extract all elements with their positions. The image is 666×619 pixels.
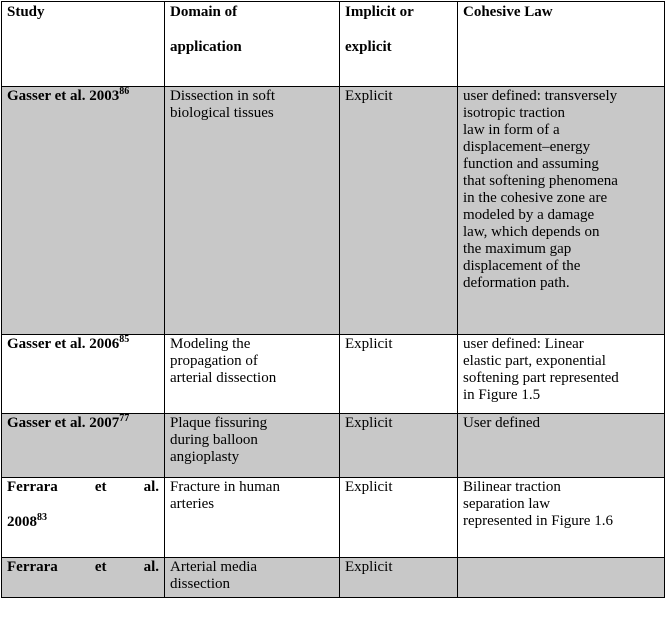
- domain-line: Fracture in human: [170, 479, 280, 495]
- law-line: law in form of a: [463, 122, 560, 138]
- study-name: Gasser et al. 2006: [7, 336, 120, 352]
- implicit-cell: Explicit: [340, 414, 458, 478]
- law-cell: [458, 558, 665, 598]
- domain-line: Plaque fissuring: [170, 415, 268, 431]
- law-line: user defined: Linear: [463, 336, 584, 352]
- study-word: al.: [143, 479, 159, 495]
- law-line: separation law: [463, 496, 551, 512]
- study-cell: [2, 478, 165, 558]
- implicit-cell: Explicit: [340, 558, 458, 598]
- law-line: in Figure 1.5: [463, 387, 541, 403]
- header-implicit: [340, 2, 458, 87]
- domain-cell: [165, 558, 340, 598]
- law-cell: User defined: [458, 414, 665, 478]
- study-word: al.: [143, 559, 159, 575]
- law-line: represented in Figure 1.6: [463, 513, 613, 529]
- law-line: user defined: transversely: [463, 88, 618, 104]
- reference-number: 86: [119, 86, 130, 97]
- study-name: Gasser et al. 2003: [7, 88, 120, 104]
- implicit-cell: Explicit: [340, 335, 458, 414]
- law-cell: [458, 478, 665, 558]
- table-row: [2, 558, 665, 598]
- study-word: Ferrara: [7, 559, 58, 575]
- study-name: [7, 559, 159, 576]
- study-name: [7, 479, 159, 496]
- reference-number: 77: [119, 413, 130, 424]
- implicit-cell: Explicit: [340, 478, 458, 558]
- reference-number: 83: [37, 512, 47, 523]
- table-row: [2, 87, 665, 335]
- law-cell: [458, 87, 665, 335]
- study-word: et: [94, 559, 107, 575]
- domain-cell: [165, 478, 340, 558]
- law-line: that softening phenomena: [463, 173, 618, 189]
- domain-line: propagation of: [170, 353, 258, 369]
- study-cell: [2, 558, 165, 598]
- header-study-label: Study: [7, 4, 45, 20]
- header-law: [458, 2, 665, 87]
- law-line: the maximum gap: [463, 241, 572, 257]
- law-line: isotropic traction: [463, 105, 566, 121]
- law-line: in the cohesive zone are: [463, 190, 608, 206]
- law-line: displacement of the: [463, 258, 581, 274]
- domain-cell: [165, 335, 340, 414]
- domain-line: Modeling the: [170, 336, 251, 352]
- header-study: [2, 2, 165, 87]
- law-line: softening part represented: [463, 370, 619, 386]
- reference-number: 85: [119, 334, 130, 345]
- law-line: Bilinear traction: [463, 479, 561, 495]
- header-domain-line1: Domain of: [170, 4, 238, 20]
- studies-table: [1, 1, 665, 598]
- law-line: law, which depends on: [463, 224, 600, 240]
- header-row: [2, 2, 665, 87]
- study-name: Gasser et al. 2007: [7, 415, 120, 431]
- domain-cell: Dissection in soft biological tissues: [165, 87, 340, 335]
- header-domain: [165, 2, 340, 87]
- domain-line: arteries: [170, 496, 215, 512]
- domain-line: during balloon: [170, 432, 258, 448]
- study-cell: [2, 414, 165, 478]
- study-year: 2008: [7, 514, 37, 530]
- study-word: Ferrara: [7, 479, 58, 495]
- law-cell: [458, 335, 665, 414]
- law-line: elastic part, exponential: [463, 353, 606, 369]
- table-row: [2, 414, 665, 478]
- law-line: deformation path.: [463, 275, 570, 291]
- header-domain-line2: application: [170, 39, 242, 55]
- law-line: displacement–energy: [463, 139, 591, 155]
- domain-cell: [165, 414, 340, 478]
- law-line: function and assuming: [463, 156, 599, 172]
- implicit-cell: Explicit: [340, 87, 458, 335]
- domain-line: angioplasty: [170, 449, 240, 465]
- study-word: et: [94, 479, 107, 495]
- domain-line: dissection: [170, 576, 230, 592]
- domain-line: arterial dissection: [170, 370, 277, 386]
- study-cell: [2, 335, 165, 414]
- table-row: [2, 335, 665, 414]
- header-implicit-line2: explicit: [345, 39, 392, 55]
- law-line: modeled by a damage: [463, 207, 595, 223]
- study-cell: [2, 87, 165, 335]
- header-law-label: Cohesive Law: [463, 4, 553, 20]
- domain-line: Arterial media: [170, 559, 258, 575]
- table-row: [2, 478, 665, 558]
- header-implicit-line1: Implicit or: [345, 4, 414, 20]
